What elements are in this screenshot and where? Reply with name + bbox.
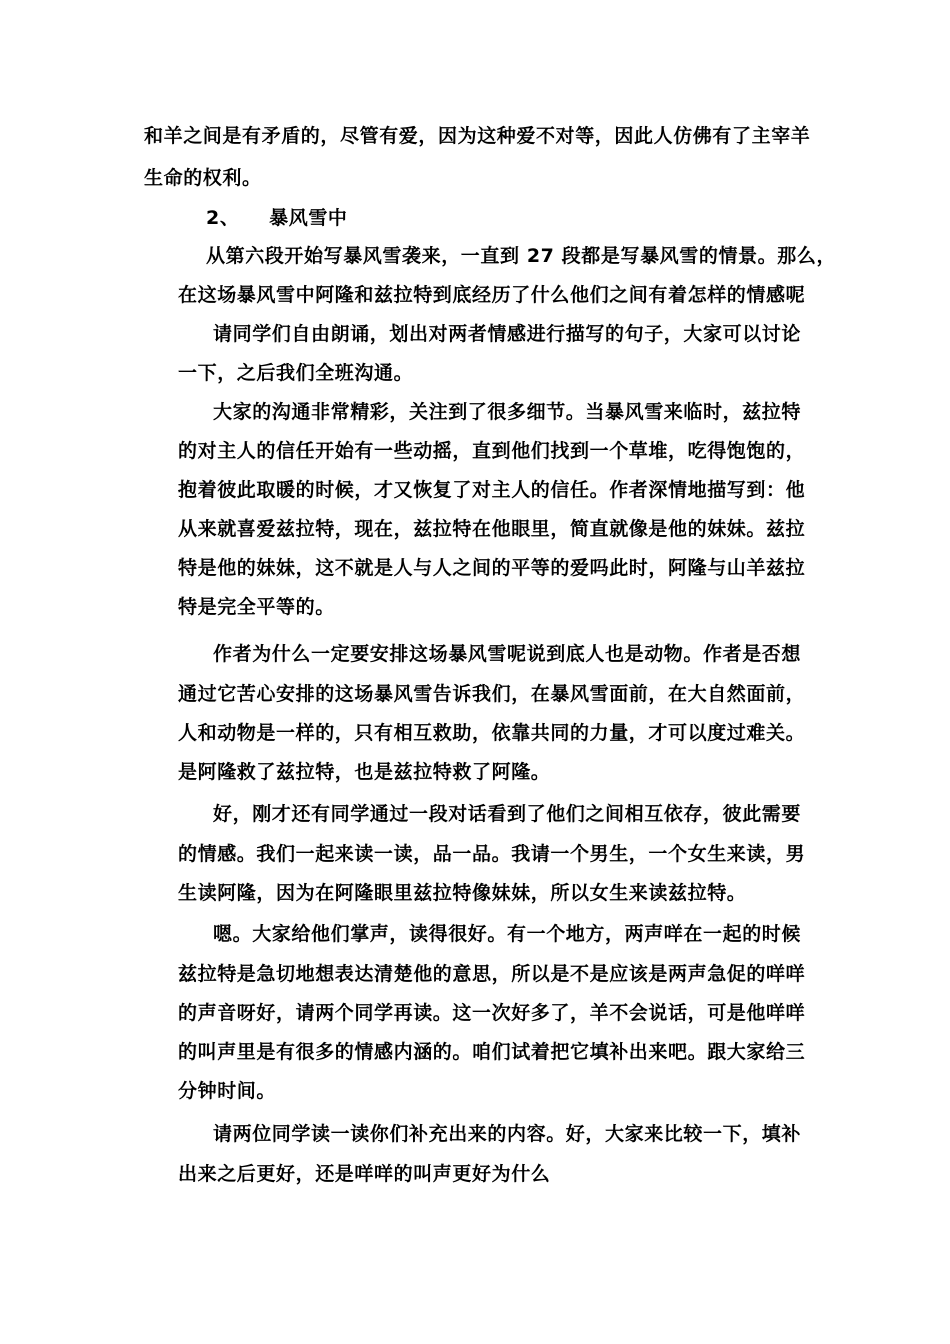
text-line: 嗯。大家给他们掌声，读得很好。有一个地方，两声咩在一起的时候 <box>213 923 802 945</box>
text-line: 人和动物是一样的，只有相互救助，依靠共同的力量，才可以度过难关。 <box>178 722 806 744</box>
text-line: 分钟时间。 <box>178 1080 277 1102</box>
text-line: 生命的权利。 <box>144 167 262 189</box>
text-line: 特是完全平等的。 <box>178 596 335 618</box>
text-line: 大家的沟通非常精彩，关注到了很多细节。当暴风雪来临时，兹拉特 <box>213 401 802 423</box>
text-line: 的叫声里是有很多的情感内涵的。咱们试着把它填补出来吧。跟大家给三 <box>178 1041 806 1063</box>
text-line: 从来就喜爱兹拉特，现在，兹拉特在他眼里，简直就像是他的妹妹。兹拉 <box>178 518 806 540</box>
text-line: 请同学们自由朗诵，划出对两者情感进行描写的句子，大家可以讨论 <box>213 323 802 345</box>
text-line: 兹拉特是急切地想表达清楚他的意思，所以是不是应该是两声急促的咩咩 <box>178 963 806 985</box>
text-line: 特是他的妹妹，这不就是人与人之间的平等的爱吗此时，阿隆与山羊兹拉 <box>178 557 806 579</box>
text-line: 抱着彼此取暖的时候，才又恢复了对主人的信任。作者深情地描写到：他 <box>178 479 806 501</box>
section-heading: 2、 暴风雪中 <box>206 207 348 229</box>
text-line: 好，刚才还有同学通过一段对话看到了他们之间相互依存，彼此需要 <box>213 803 802 825</box>
text-line: 生读阿隆，因为在阿隆眼里兹拉特像妹妹，所以女生来读兹拉特。 <box>178 882 747 904</box>
text-line: 从第六段开始写暴风雪袭来，一直到 27 段都是写暴风雪的情景。那么， <box>206 245 837 267</box>
text-line: 的声音呀好，请两个同学再读。这一次好多了，羊不会说话，可是他咩咩 <box>178 1002 806 1024</box>
text-line: 通过它苦心安排的这场暴风雪告诉我们，在暴风雪面前，在大自然面前， <box>178 683 806 705</box>
text-line: 一下，之后我们全班沟通。 <box>178 362 414 384</box>
text-line: 作者为什么一定要安排这场暴风雪呢说到底人也是动物。作者是否想 <box>213 643 802 665</box>
text-line: 的对主人的信任开始有一些动摇，直到他们找到一个草堆，吃得饱饱的， <box>178 440 806 462</box>
text-line: 是阿隆救了兹拉特，也是兹拉特救了阿隆。 <box>178 761 551 783</box>
text-line: 和羊之间是有矛盾的，尽管有爱，因为这种爱不对等，因此人仿佛有了主宰羊 <box>144 125 811 147</box>
text-line: 出来之后更好，还是咩咩的叫声更好为什么 <box>178 1163 551 1185</box>
text-line: 请两位同学读一读你们补充出来的内容。好，大家来比较一下，填补 <box>213 1123 802 1145</box>
text-line: 的情感。我们一起来读一读，品一品。我请一个男生，一个女生来读，男 <box>178 843 806 865</box>
text-line: 在这场暴风雪中阿隆和兹拉特到底经历了什么他们之间有着怎样的情感呢 <box>178 284 806 306</box>
